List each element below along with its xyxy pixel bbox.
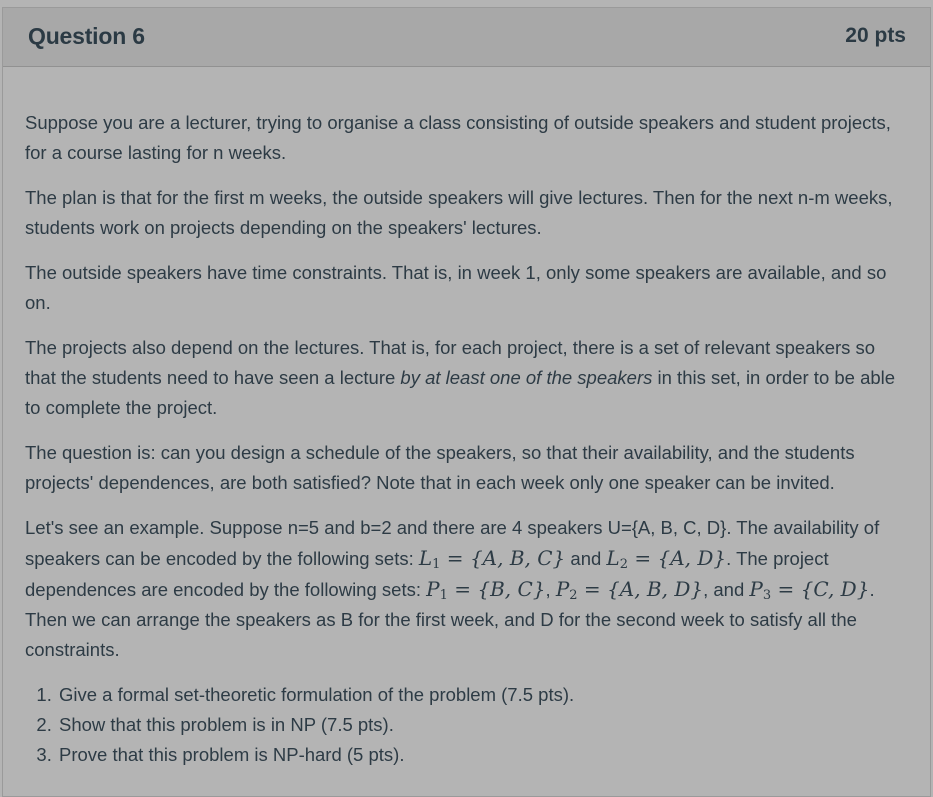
question-points: 20 pts: [845, 24, 906, 47]
paragraph-intro: Suppose you are a lecturer, trying to organise a class consisting of outside speakers and student projects, for a course lasting for n weeks.: [25, 112, 891, 163]
paragraph-constraints: The outside speakers have time constraints. That is, in week 1, only some speakers are available, and so on.: [25, 262, 887, 313]
task-item: 3. Prove that this problem is NP-hard (5 pts).: [57, 740, 910, 770]
example-intro: Let's see an example. Suppose n=5 and b=2 and there are 4 speakers U={A, B, C, D}. The availability of speakers can be encoded by the following sets:: [25, 517, 880, 569]
set-l1: $L_1 = \{A$, B, C}: [418, 546, 566, 572]
dependencies-text-2: in this set, in order to be able to complete the project.: [25, 367, 896, 418]
paragraph-question: The question is: can you design a schedule of the speakers, so that their availability, and the students projects' dependences, are both satisfied? Note that in each week only one speaker can be invited.: [25, 442, 855, 493]
paragraph-plan: The plan is that for the first m weeks, the outside speakers will give lectures. Then for the next n-m weeks, students work on projects depending on the speakers' lectures.: [25, 187, 893, 238]
set-l2: $L_2 = \{A$, D}: [606, 546, 727, 572]
dependencies-text-1: The projects also depend on the lectures. That is, for each project, there is a set of relevant speakers so that the students need to have seen a lecture: [25, 337, 876, 388]
set-p2: $P_2 = \{A$, B, D}: [555, 577, 704, 603]
paragraph-dependencies: [25, 333, 910, 423]
set-p1: $P_1 = \{B$, C}: [426, 577, 546, 603]
question-text: [25, 108, 910, 770]
question-title: Question 6: [28, 23, 145, 49]
set-p3: $P_3 = \{C$, D}: [749, 577, 870, 603]
paragraph-example: Let's see an example. Suppose n=5 and b=2 and there are 4 speakers U={A, B, C, D}. The availability of speakers can be encoded by the following sets: $L_1 = \{A$, B, C} and $L_2 = \{A$, D}. The project dependences are encoded by the following sets: $P_1 = \{B$, C}, $P_2 = \{A$, B, D}, and $P_3 = \{C$, D}. Then we can arrange the speakers as B for the first week, and D for the second week to satisfy all the constraints.: [25, 517, 880, 660]
task-item: 1. Give a formal set-theoretic formulation of the problem (7.5 pts).: [57, 680, 910, 710]
task-item: 2. Show that this problem is in NP (7.5 pts).: [57, 710, 910, 740]
question-header: [3, 8, 930, 67]
dependencies-emphasis: by at least one of the speakers: [400, 367, 653, 388]
task-list: [25, 680, 910, 770]
